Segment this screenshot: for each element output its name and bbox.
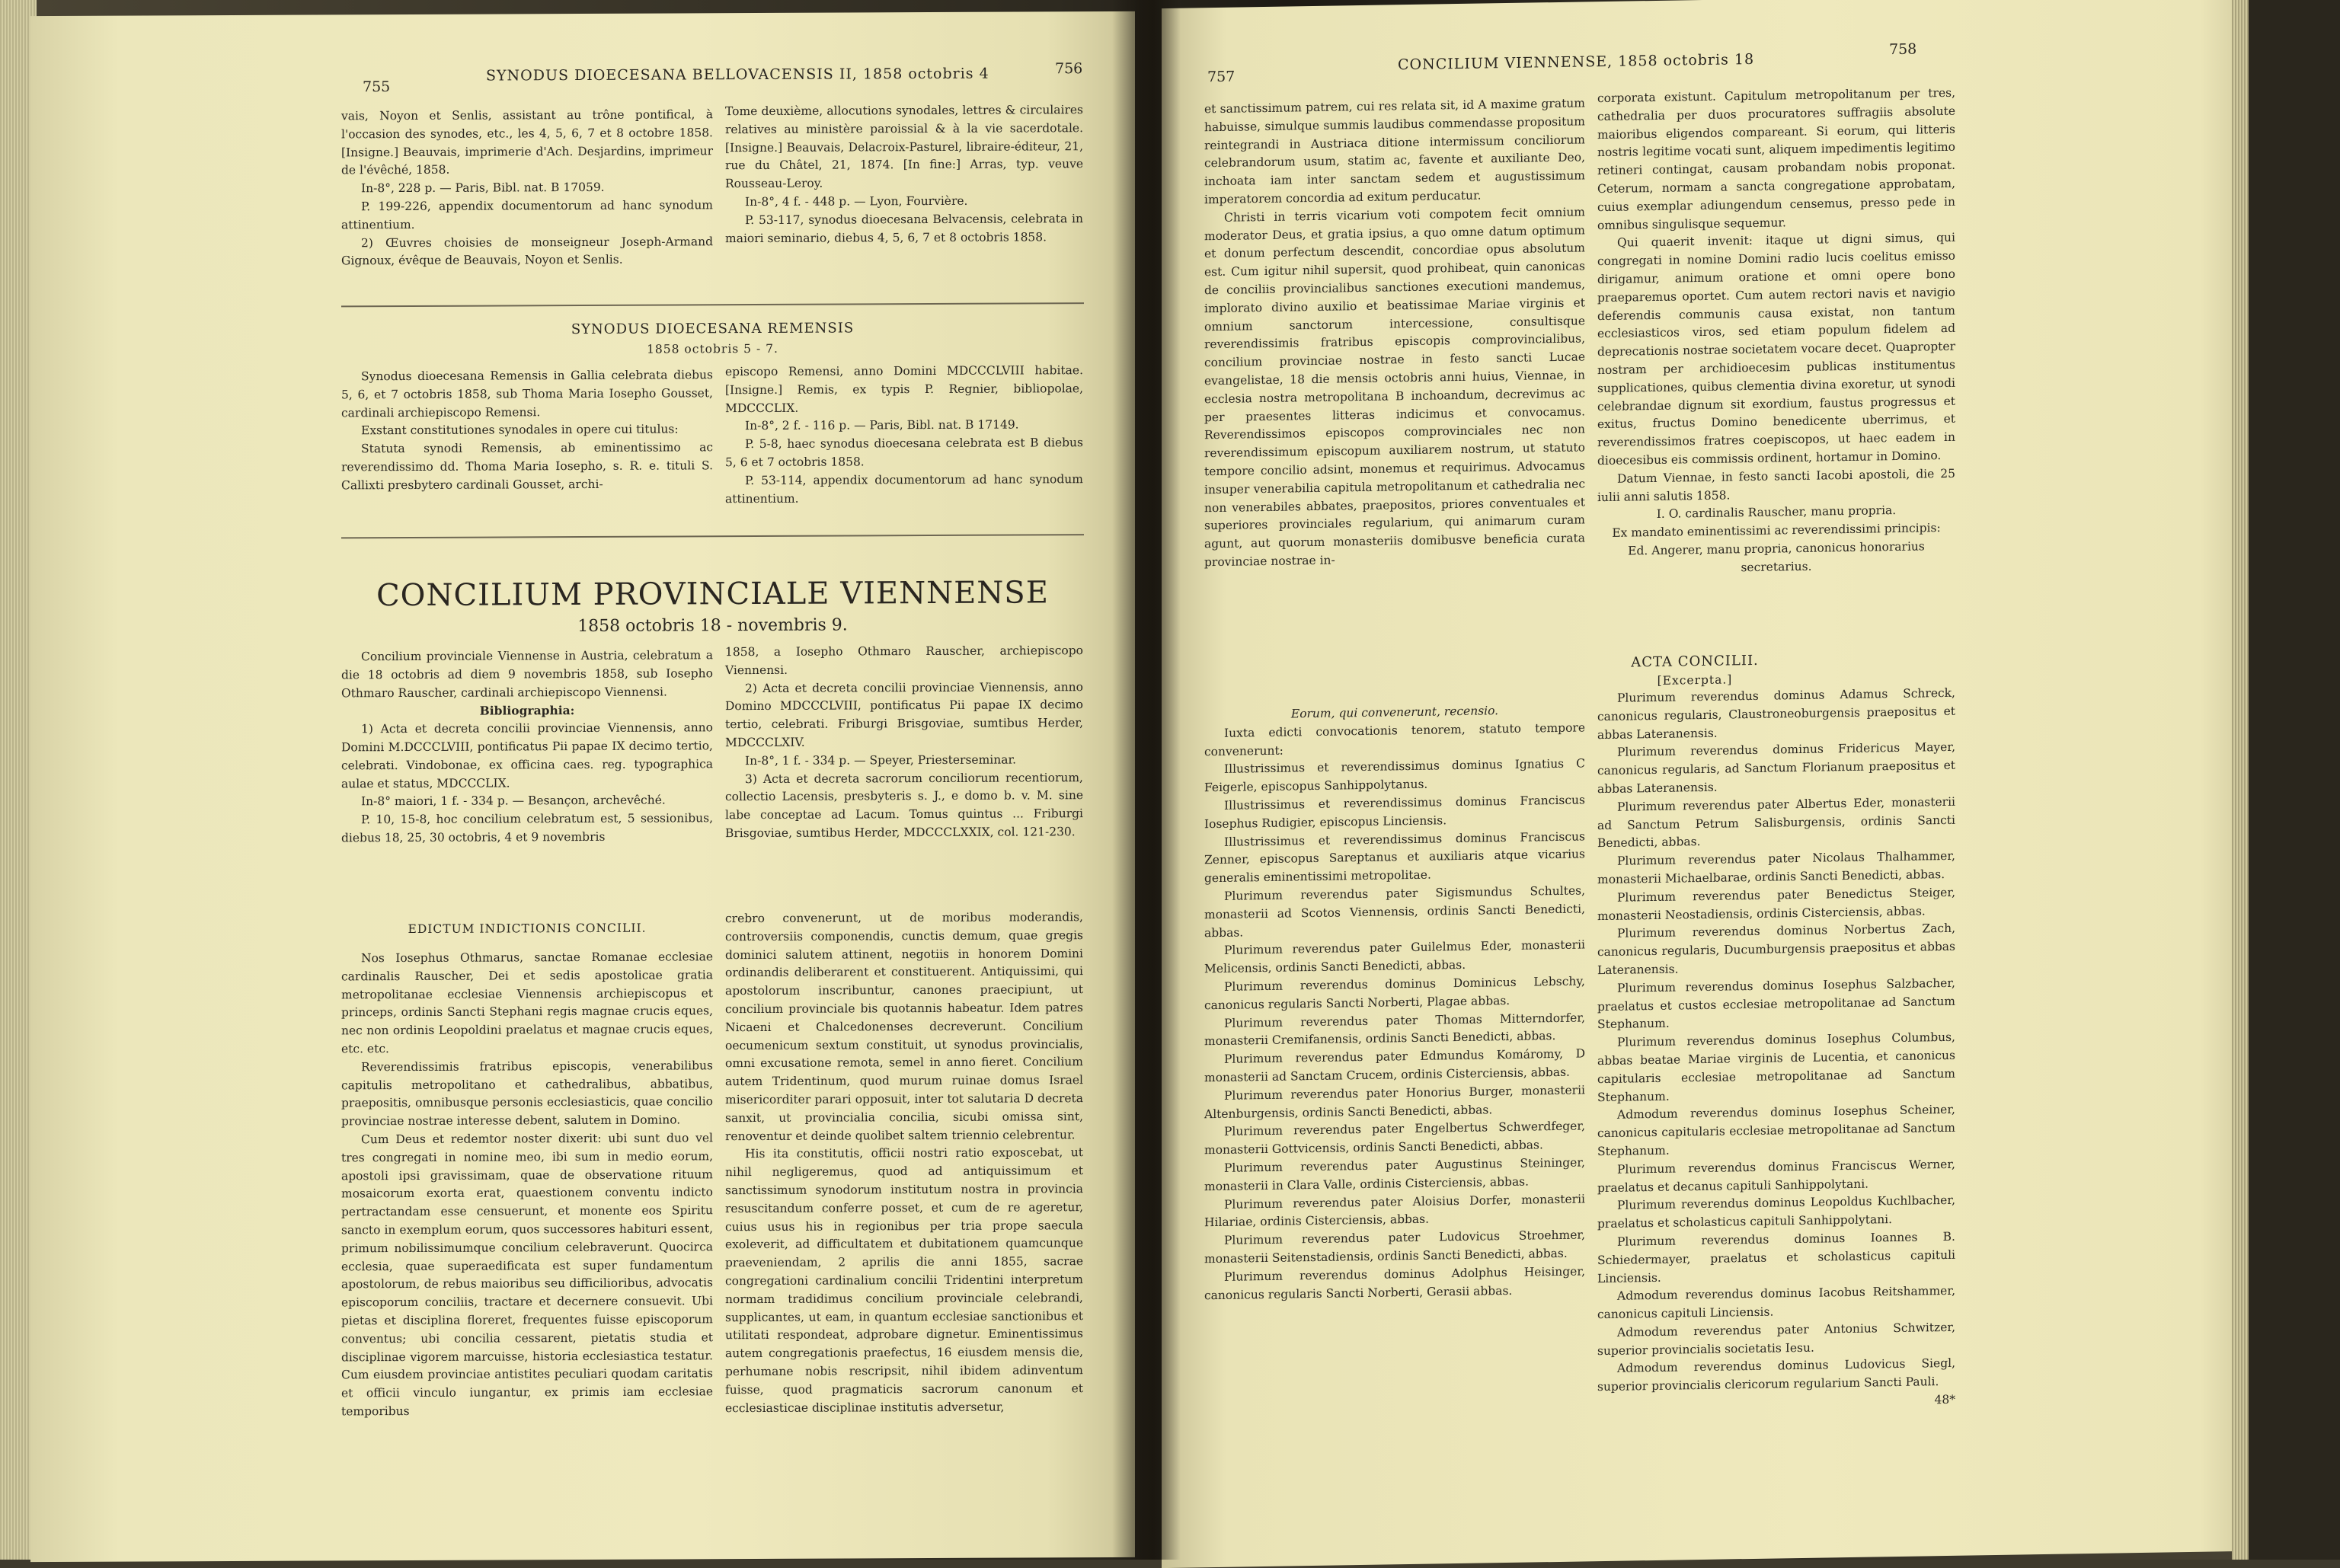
right-cover-edge — [2241, 0, 2340, 1560]
paragraph: Synodus dioecesana Remensis in Gallia celebrata diebus 5, 6, et 7 octobris 1858, sub Thoma Maria Iosepho Gousset, cardinali archiepiscopo Remensi. — [341, 368, 713, 420]
paragraph: crebro convenerunt, ut de moribus moderandis, controversiis componendis, cunctis demum, quae gregis dominici salutem attinent, negotiis in honorem Domini ordinandis deliberarent et constituerent. Antiquissimi, qui apostolorum inscribuntur, canones praecipiunt, ut concilium provinciale bis quotannis habeatur. Idem patres Nicaeni et Chalcedonenses decreverunt. Concilium oecumenicum sextum constituit, ut synodus provincialis, omni excusatione remota, semel in anno fieret. Concilium autem Tridentinum, quod murum ruinae domus Israel misericorditer parari opposuit, inter tot salutaria D decreta sanxit, ut provincialia concilia, sicubi omissa sint, renoventur et deinde quolibet saltem triennio celebrentur. — [725, 910, 1083, 1143]
paragraph: Statuta synodi Remensis, ab eminentissimo ac reverendissimo dd. Thoma Maria Iosepho, s. R. e. tituli S. Callixti presbytero cardinali Gousset, archi- — [341, 440, 713, 493]
section-divider — [341, 534, 1084, 538]
list-item: Plurimum reverendus pater Albertus Eder, monasterii ad Sanctum Petrum Salisburgensis, ordinis Sancti Benedicti, abbas. — [1597, 794, 1955, 851]
attendee-list-col2 — [1597, 685, 1955, 1415]
concilium-title: CONCILIUM PROVINCIALE VIENNENSE — [376, 575, 1049, 614]
paragraph: Tome deuxième, allocutions synodales, lettres & circulaires relatives au ministère paroissial & à la vie sacerdotale. [Insigne.] Beauvais, Delacroix-Pasturel, libraire-éditeur, 21, rue du Châtel, 21, 1874. [In fine:] Arras, typ. veuve Rousseau-Leroy. — [725, 103, 1083, 191]
list-item: Plurimum reverendus dominus Adamus Schreck, canonicus regularis, Claustroneoburgensis praepositus et abbas Lateranensis. — [1597, 685, 1955, 742]
running-head-left: SYNODUS DIOECESANA BELLOVACENSIS II, 1858 octobris 4 — [486, 65, 989, 85]
list-item: Plurimum reverendus dominus Iosephus Columbus, abbas beatae Mariae virginis de Lucentia, et canonicus capitularis ecclesiae metropolitanae ad Sanctum Stephanum. — [1597, 1030, 1955, 1104]
concilium-col2 — [725, 642, 1083, 843]
list-item: Plurimum reverendus pater Ludovicus Stroehmer, monasterii Seitenstadiensis, ordinis Sancti Benedicti, abbas. — [1204, 1228, 1585, 1266]
edictum-continued-col1 — [1204, 94, 1585, 572]
remensis-date: 1858 octobris 5 - 7. — [647, 341, 778, 356]
list-item: Admodum reverendus pater Antonius Schwitzer, superior provincialis societatis Iesu. — [1597, 1320, 1955, 1358]
list-item: Plurimum reverendus dominus Dominicus Lebschy, canonicus regularis Sancti Norberti, Plagae abbas. — [1204, 974, 1585, 1013]
paragraph: 2) Acta et decreta concilii provinciae Viennensis, anno Domino MDCCCLVIII, pontificatus Pii papae IX decimo tertio, celebrati. Friburgi Brisgoviae, sumtibus Herder, MDCCCLXIV. — [725, 679, 1083, 750]
paragraph: In-8° maiori, 1 f. - 334 p. — Besançon, archevêché. — [361, 793, 666, 809]
attendee-list-col1 — [1204, 701, 1585, 1305]
list-item: Plurimum reverendus pater Benedictus Steiger, monasterii Neostadiensis, ordinis Cisterciensis, abbas. — [1597, 885, 1955, 923]
paragraph: Concilium provinciale Viennense in Austria, celebratum a die 18 octobris ad diem 9 novembris 1858, sub Iosepho Othmaro Rauscher, cardinali archiepiscopo Viennensi. — [341, 648, 713, 700]
secretary-line: Ed. Angerer, manu propria, canonicus honorarius secretarius. — [1628, 539, 1925, 574]
list-item: Plurimum reverendus dominus Leopoldus Kuchlbacher, praelatus et scholasticus capituli Sanhippolytani. — [1597, 1193, 1955, 1231]
paragraph: P. 53-114, appendix documentorum ad hanc synodum attinentium. — [725, 471, 1083, 506]
book-gutter — [1112, 0, 1181, 1560]
list-item: Plurimum reverendus dominus Ioannes B. Schiedermayer, praelatus et scholasticus capituli Linciensis. — [1597, 1229, 1955, 1285]
list-item: Illustrissimus et reverendissimus dominus Ignatius C Feigerle, episcopus Sanhippolytanus. — [1204, 756, 1585, 795]
list-item: Plurimum reverendus pater Thomas Mitterndorfer, monasterii Cremifanensis, ordinis Sancti Benedicti, abbas. — [1204, 1010, 1585, 1049]
edictum-col2 — [725, 909, 1083, 1417]
mandate-line: Ex mandato eminentissimi ac reverendissimi principis: — [1612, 521, 1941, 540]
remensis-col2 — [725, 362, 1083, 508]
list-item: Plurimum reverendus dominus Franciscus Werner, praelatus et decanus capituli Sanhippolytani. — [1597, 1157, 1955, 1195]
list-item: Plurimum reverendus pater Augustinus Steininger, monasterii in Clara Valle, ordinis Cisterciensis, abbas. — [1204, 1155, 1585, 1193]
list-item: Plurimum reverendus pater Guilelmus Eder, monasterii Melicensis, ordinis Sancti Benedicti, abbas. — [1204, 937, 1585, 976]
paragraph: In-8°, 2 f. - 116 p. — Paris, Bibl. nat. B 17149. — [745, 417, 1019, 433]
page-number-756: 756 — [1055, 60, 1083, 78]
list-item: Plurimum reverendus pater Sigismundus Schultes, monasterii ad Scotos Viennensis, ordinis Sancti Benedicti, abbas. — [1204, 883, 1585, 940]
paragraph: vais, Noyon et Senlis, assistant au trône pontifical, à l'occasion des synodes, etc., les 4, 5, 6, 7 et 8 octobre 1858. [Insigne.] Beauvais, imprimerie d'Ach. Desjardins, imprimeur de l'évêché, 1858. — [341, 107, 713, 177]
section-divider — [341, 302, 1084, 307]
acta-title: ACTA CONCILII. — [1631, 652, 1759, 671]
paragraph: 1858, a Iosepho Othmaro Rauscher, archiepiscopo Viennensi. — [725, 643, 1083, 677]
bibliographia-heading: Bibliographia: — [479, 703, 575, 718]
list-item: Plurimum reverendus dominus Adolphus Heisinger, canonicus regularis Sancti Norberti, Gerasii abbas. — [1204, 1264, 1585, 1302]
paragraph: Nos Iosephus Othmarus, sanctae Romanae ecclesiae cardinalis Rauscher, Dei et sedis apostolicae gratia metropolitanae ecclesiae Viennensis archiepiscopus et princeps, ordinis Sancti Stephani regis magnae crucis eques, nec non ordinis Leopoldini praelatus et magnae crucis eques, etc. etc. — [341, 950, 713, 1056]
list-item: Plurimum reverendus pater Aloisius Dorfer, monasterii Hilariae, ordinis Cisterciensis, abbas. — [1204, 1191, 1585, 1230]
paragraph: His ita constitutis, officii nostri ratio exposcebat, ut nihil negligeremus, quod ad antiquissimum et sanctissimum synodorum institutum nostra in provincia resuscitandum conferre posset, et cum de re ageretur, cuius usus his in regionibus per tria prope saecula exoleverit, ad difficultatem et dubitationem quamcunque praeveniendam, 2 aprilis die anni 1855, sacrae congregationi cardinalium concilii Tridentini interpretum normam tradidimus concilium provinciale celebrandi, supplicantes, ut eam, in quantum ecclesiae sanctionibus et utilitati respondeat, adprobare dignetur. Eminentissimus autem congregationis praefectus, 16 eiusdem mensis die, perhumane nobis rescripsit, nihil ibidem adinventum fuisse, quod pragmaticis sacrorum canonum et ecclesiasticae disciplinae institutis adversetur, — [725, 1145, 1083, 1415]
list-item: Iuxta edicti convocationis tenorem, statuto tempore convenerunt: — [1204, 720, 1585, 758]
paragraph: 1) Acta et decreta concilii provinciae Viennensis, anno Domini M.DCCCLVIII, pontificatus Pii papae IX decimo tertio, celebrati. Vindobonae, ex officina caes. reg. typographica aulae et status, MDCCCLIX. — [341, 720, 713, 790]
paragraph: P. 53-117, synodus dioecesana Belvacensis, celebrata in maiori seminario, diebus 4, 5, 6, 7 et 8 octobris 1858. — [725, 211, 1083, 245]
list-item: Plurimum reverendus pater Nicolaus Thalhammer, monasterii Michaelbarae, ordinis Sancti Benedicti, abbas. — [1597, 848, 1955, 887]
list-item: Plurimum reverendus pater Honorius Burger, monasterii Altenburgensis, ordinis Sancti Benedicti, abbas. — [1204, 1083, 1585, 1121]
concilium-col1 — [341, 647, 713, 848]
list-item: Illustrissimus et reverendissimus dominus Franciscus Iosephus Rudigier, episcopus Linciensis. — [1204, 793, 1585, 832]
paragraph: P. 5-8, haec synodus dioecesana celebrata est B diebus 5, 6 et 7 octobris 1858. — [725, 436, 1083, 470]
list-item: Plurimum reverendus dominus Fridericus Mayer, canonicus regularis, ad Sanctum Florianum praepositus et abbas Lateranensis. — [1597, 740, 1955, 797]
paragraph: corporata existunt. Capitulum metropolitanum per tres, cathedralia per duos procuratores suffragiis absolute maioribus eligendos compareant. Si eorum, qui litteris nostris legitime vocati sunt, aliquem impedimentis legitimo retineri contingat, causam probandam nobis proponat. Ceterum, normam a sancta congregatione approbatam, cuius exemplar adiungendum censemus, presso pede in omnibus singulisque sequemur. — [1597, 85, 1955, 232]
right-page — [1162, 0, 2243, 1568]
remensis-title: SYNODUS DIOECESANA REMENSIS — [571, 320, 855, 338]
paragraph: 3) Acta et decreta sacrorum conciliorum recentiorum, collectio Lacensis, presbyteris s. J., e domo b. v. M. sine labe conceptae ad Lacum. Tomus quintus ... Friburgi Brisgoviae, sumtibus Herder, MDCCCLXXIX, col. 121-230. — [725, 770, 1083, 841]
list-item: Plurimum reverendus pater Engelbertus Schwerdfeger, monasterii Gottvicensis, ordinis Sancti Benedicti, abbas. — [1204, 1119, 1585, 1158]
remensis-col1 — [341, 366, 713, 495]
left-page — [30, 11, 1135, 1562]
right-page-edges — [2232, 0, 2249, 1560]
paragraph: P. 10, 15-8, hoc concilium celebratum est, 5 sessionibus, diebus 18, 25, 30 octobris, 4 et 9 novembris — [341, 811, 713, 845]
recensio-heading: Eorum, qui convenerunt, recensio. — [1290, 704, 1499, 721]
paragraph: Qui quaerit invenit: itaque ut digni simus, qui congregati in nomine Domini radio lucis coelitus emisso dirigamur, animum oratione et omni opere bono praeparemus oportet. Cum autem rectori navis et navigio deferendis communis causa existat, non tantum ecclesiasticos viros, sed etiam populum fidelem ad deprecationis nostrae societatem vocare decet. Quapropter nostram per archidioecesim publicas institumentus supplicationes, quibus clementia divina exoretur, ut synodi celebrandae dignum sit exordium, faustus progressus et exitus, fructus Domino benedicente uberrimus, et reverendissimos fratres coepiscopos, ut haec eadem in dioecesibus eis commissis ordinent, hortamur in Domino. — [1597, 231, 1955, 468]
list-item: Admodum reverendus dominus Ludovicus Siegl, superior provincialis clericorum regularium Sancti Pauli. — [1597, 1356, 1955, 1394]
list-item: Plurimum reverendus pater Edmundus Komáromy, D monasterii ad Sanctam Crucem, ordinis Cisterciensis, abbas. — [1204, 1046, 1585, 1085]
paragraph: In-8°, 4 f. - 448 p. — Lyon, Fourvière. — [745, 193, 968, 209]
bellovac-bibliography-col2 — [725, 101, 1083, 247]
paragraph: In-8°, 1 f. - 334 p. — Speyer, Priesterseminar. — [745, 752, 1017, 768]
paragraph: 2) Œuvres choisies de monseigneur Joseph-Armand Gignoux, évêque de Beauvais, Noyon et Senlis. — [341, 234, 713, 268]
paragraph: Cum Deus et redemtor noster dixerit: ubi sunt duo vel tres congregati in nomine meo, ibi sum in medio eorum, apostoli ipsi gravissimam, quae de observatione rituum mosaicorum exorta erat, quaestionem conventu indicto pertractandam esse censuerunt, et monente eos Spiritu sancto in exemplum eorum, quos successores habituri essent, primum nobilissimumque concilium celebraverunt. Quocirca ecclesia, quae superaedificata est super fundamentum apostolorum, de rebus maioribus seu difficilioribus, advocatis episcoporum conciliis, tractare et decernere consuevit. Ubi pietas et disciplina floreret, frequentes fuisse episcoporum conventus; ubi concilia cessarent, pietatis studia et disciplinae vigorem marcuisse, historia ecclesiastica testatur. Cum eiusdem provinciae antistites peculiari quodam caritatis et officii vinculo iungantur, ex primis iam ecclesiae temporibus — [341, 1131, 713, 1419]
paragraph: Datum Viennae, in festo sancti Iacobi apostoli, die 25 iulii anni salutis 1858. — [1597, 466, 1955, 504]
list-item: Admodum reverendus dominus Iosephus Scheiner, canonicus capitularis ecclesiae metropolitanae ad Sanctum Stephanum. — [1597, 1103, 1955, 1159]
list-item: Illustrissimus et reverendissimus dominus Franciscus Zenner, episcopus Sareptanus et auxiliaris atque vicarius generalis eminentissimi metropolitae. — [1204, 829, 1585, 886]
edictum-continued-col2 — [1597, 85, 1955, 580]
bellovac-bibliography-col1 — [341, 106, 713, 270]
page-number-755: 755 — [363, 78, 391, 96]
list-item: Plurimum reverendus dominus Iosephus Salzbacher, praelatus et custos ecclesiae metropolitanae ad Sanctum Stephanum. — [1597, 976, 1955, 1032]
paragraph: In-8°, 228 p. — Paris, Bibl. nat. B 17059. — [361, 180, 605, 196]
acta-subtitle: [Excerpta.] — [1657, 672, 1733, 688]
list-item: Plurimum reverendus dominus Norbertus Zach, canonicus regularis, Ducumburgensis praepositus et abbas Lateranensis. — [1597, 921, 1955, 978]
running-head-right: CONCILIUM VIENNENSE, 1858 octobris 18 — [1398, 50, 1755, 74]
paragraph: Exstant constitutiones synodales in opere cui titulus: — [361, 422, 679, 438]
list-item: Admodum reverendus dominus Iacobus Reitshammer, canonicus capituli Linciensis. — [1597, 1284, 1955, 1322]
paragraph: episcopo Remensi, anno Domini MDCCCLVIII habitae. [Insigne.] Remis, ex typis P. Regnier, bibliopolae, MDCCCLIX. — [725, 363, 1083, 415]
signature-line: I. O. cardinalis Rauscher, manu propria. — [1656, 503, 1897, 522]
paragraph: Reverendissimis fratribus episcopis, venerabilibus capitulis metropolitano et cathedralibus, abbatibus, praepositis, omnibusque personis ecclesiasticis, quae concilio provinciae nostrae interesse debent, salutem in Domino. — [341, 1059, 713, 1129]
edictum-title: EDICTUM INDICTIONIS CONCILII. — [408, 921, 647, 937]
paragraph: Christi in terris vicarium voti compotem fecit omnium moderator Deus, et gratia ipsius, a quo omne datum optimum et donum perfectum descendit, concordiae opus absolutum est. Cum igitur nihil supersit, quod prohibeat, quin canonicas de conciliis provincialibus sanctiones executioni mandemus, implorato divino auxilio et beatissimae Mariae virginis et omnium sanctorum intercessione, consultisque reverendissimis fratribus episcopis comprovincialibus, concilium provinciae nostrae in festo sancti Lucae evangelistae, 18 die mensis octobris anni huius, Viennae, in ecclesia nostra metropolitana B inchoandum, decrevimus ac per praesentes litteras indicimus et convocamus. Reverendissimos episcopos comprovinciales nec non reverendissimum episcopum auxiliarem nostrum, ut statuto tempore concilio adsint, monemus et requirimus. Advocamus insuper venerabilia capitula metropolitanum et cathedralia nec non venerabiles abbates, praepositos, priores conventuales et superiores provinciales regularium, qui animarum curam agunt, aut quorum monasteriis domibusve beneficia curata provinciae nostrae in- — [1204, 205, 1585, 570]
paragraph: et sanctissimum patrem, cui res relata sit, id A maxime gratum habuisse, simulque summis laudibus commendasse propositum reintegrandi in Austriaca ditione intermissum conciliorum celebrandorum usum, statim ac, favente et auxiliante Deo, inchoata iam inter sanctam sedem et augustissimum imperatorem concordia ad exitum perducatur. — [1204, 96, 1585, 207]
page-number-758: 758 — [1889, 40, 1917, 59]
page-number-757: 757 — [1207, 68, 1236, 86]
paragraph: P. 199-226, appendix documentorum ad hanc synodum attinentium. — [341, 198, 713, 232]
edictum-col1 — [341, 948, 713, 1421]
signature-mark: 48* — [1934, 1392, 1955, 1407]
concilium-date: 1858 octobris 18 - novembris 9. — [577, 615, 848, 637]
